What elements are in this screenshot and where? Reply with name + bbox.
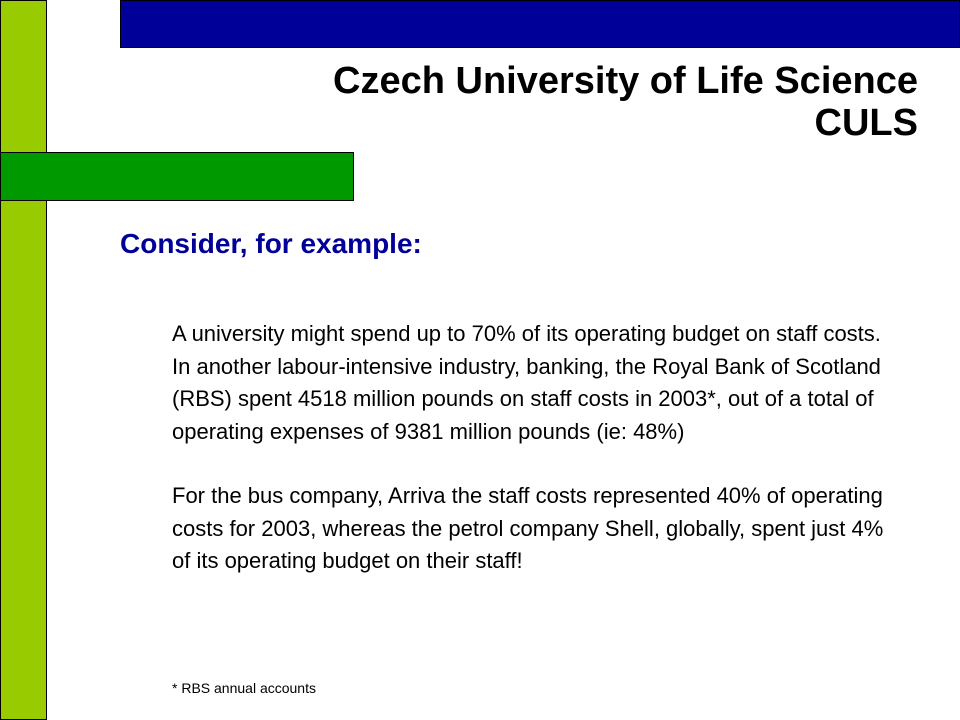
top-decorative-bar: [120, 0, 960, 48]
paragraph-arriva-shell: For the bus company, Arriva the staff costs represented 40% of operating costs for 2003, whereas the petrol company Shell, globally, spent just 4% of its operating budget on their staff!: [172, 483, 884, 573]
body-text: [172, 318, 892, 578]
footnote: * RBS annual accounts: [172, 680, 316, 696]
left-decorative-bar: [0, 0, 47, 720]
green-decorative-bar: [0, 152, 354, 201]
slide-title-line2: CULS: [814, 102, 918, 144]
subheading: Consider, for example:: [120, 228, 422, 259]
slide-title-line1: Czech University of Life Science: [333, 60, 918, 102]
paragraph-university-rbs: A university might spend up to 70% of its operating budget on staff costs. In another labour-intensive industry, banking, the Royal Bank of Scotland (RBS) spent 4518 million pounds on staff costs in 2003*, out of a total of operating expenses of 9381 million pounds (ie: 48%): [172, 321, 881, 444]
slide-title: [333, 60, 918, 144]
